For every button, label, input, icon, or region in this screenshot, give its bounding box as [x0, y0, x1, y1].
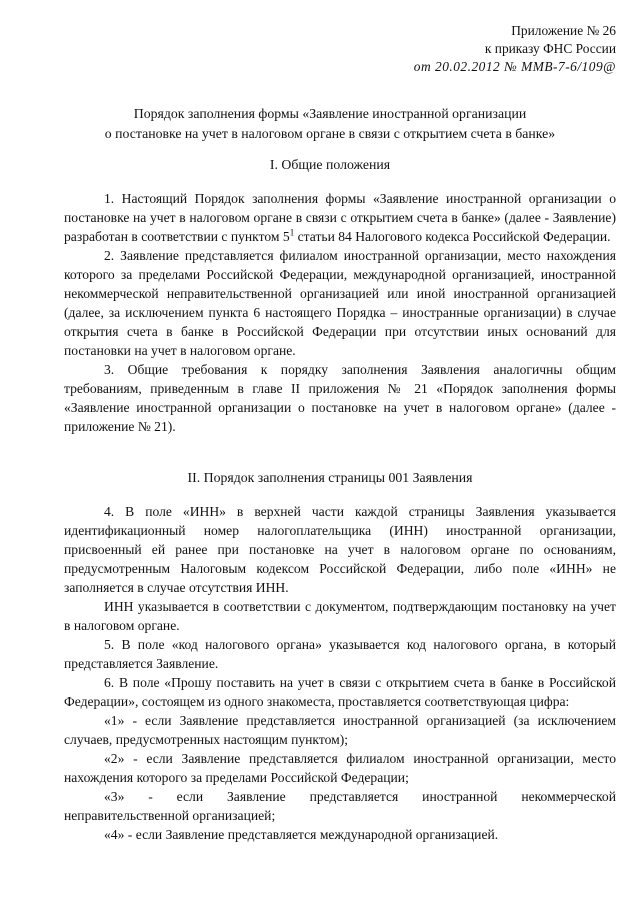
order-date-number: от 20.02.2012 № ММВ-7-6/109@ — [413, 59, 616, 74]
appendix-header — [414, 22, 616, 76]
paragraph-1-text-end: статьи 84 Налогового кодекса Российской Федерации. — [294, 229, 611, 244]
paragraph-1-text: 1. Настоящий Порядок заполнения формы «Заявление иностранной организации о постановке на учет в налоговом органе в связи с открытием счета в банке» (далее - Заявление) разработан в соответствии с пунктом 5 — [64, 191, 616, 244]
paragraph-6: 6. В поле «Прошу поставить на учет в связи с открытием счета в банке в Российской Федерации», состоящем из одного знакоместа, проставляется соответствующая цифра: — [64, 675, 616, 709]
title-line-2: о постановке на учет в налоговом органе в связи с открытием счета в банке» — [104, 126, 556, 141]
list-item-1: «1» - если Заявление представляется иностранной организацией (за исключением случаев, предусмотренных настоящим пунктом); — [64, 713, 616, 747]
paragraph-4: 4. В поле «ИНН» в верхней части каждой страницы Заявления указывается идентификационный номер налогоплательщика (ИНН) иностранной организации, присвоенный ей ранее при постановке на учет в налоговом органе по основаниям, предусмотренным Налоговым кодексом Российской Федерации, либо поле «ИНН» не заполняется в случае отсутствия ИНН. — [64, 504, 616, 595]
paragraph-5: 5. В поле «код налогового органа» указывается код налогового органа, в который представляется Заявление. — [64, 637, 616, 671]
paragraph-3: 3. Общие требования к порядку заполнения Заявления аналогичны общим требованиям, приведенным в главе II приложения № 21 «Порядок заполнения формы «Заявление иностранной организации о постановке на учет в налоговом органе» (далее - приложение № 21). — [64, 362, 616, 434]
list-item-2: «2» - если Заявление представляется филиалом иностранной организации, место нахождения которого за пределами Российской Федерации; — [64, 751, 616, 785]
paragraph-4-continued: ИНН указывается в соответствии с документом, подтверждающим постановку на учет в налоговом органе. — [64, 599, 616, 633]
list-item-4: «4» - если Заявление представляется международной организацией. — [104, 827, 499, 842]
section-1-heading: I. Общие положения — [269, 157, 391, 172]
paragraph-2: 2. Заявление представляется филиалом иностранной организации, место нахождения которого за пределами Российской Федерации, международной организацией, иностранной некоммерческой неправительственной организацией или иной иностранной организацией (далее, за исключением пункта 6 настоящего Порядка – иностранные организации) в случае открытия счета в банке в Российской Федерации при отсутствии иных оснований для постановки на учет в налоговом органе. — [64, 248, 616, 358]
paragraph-1 — [64, 189, 616, 246]
section-2-heading: II. Порядок заполнения страницы 001 Заявления — [187, 470, 473, 485]
list-item-3: «3» - если Заявление представляется иностранной некоммерческой неправительственной организацией; — [64, 789, 616, 823]
section-1-body — [64, 189, 616, 436]
section-2-body — [64, 502, 616, 844]
document-title — [60, 104, 600, 144]
title-line-1: Порядок заполнения формы «Заявление иностранной организации — [133, 106, 527, 121]
order-reference: к приказу ФНС России — [484, 41, 616, 56]
appendix-number: Приложение № 26 — [511, 23, 616, 38]
paragraph-1-superscript: 1 — [289, 227, 295, 238]
